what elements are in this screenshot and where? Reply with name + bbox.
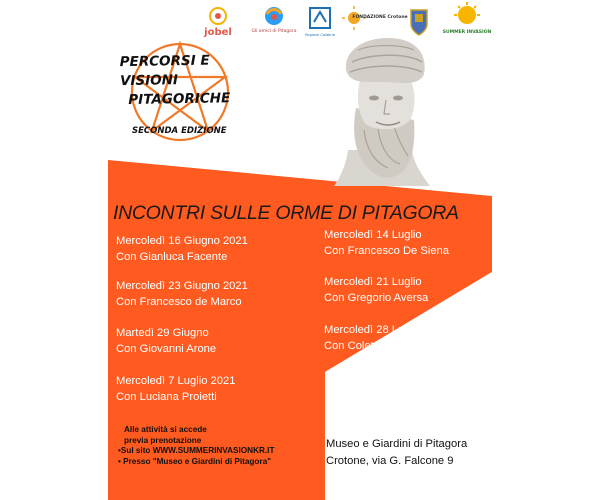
headline: INCONTRI SULLE ORME DI PITAGORA bbox=[113, 202, 459, 224]
fondazione-logo-icon bbox=[340, 4, 408, 40]
fondazione-logo-text: FONDAZIONE Crotone bbox=[352, 15, 408, 20]
fondazione-logo bbox=[340, 4, 408, 40]
event-poster bbox=[108, 0, 492, 500]
event-date: Mercoledì 28 Luglio bbox=[324, 324, 422, 336]
regione-logo-icon bbox=[306, 4, 334, 40]
event-speaker: Con Gregorio Aversa bbox=[324, 292, 429, 304]
booking-line-2: previa prenotazione bbox=[124, 435, 202, 445]
booking-website: •Sul sito WWW.SUMMERINVASIONKR.IT bbox=[118, 446, 275, 455]
event-item bbox=[116, 325, 216, 357]
venue-name: Museo e Giardini di Pitagora bbox=[326, 438, 468, 450]
event-date: Mercoledì 16 Giugno 2021 bbox=[116, 235, 248, 247]
event-item bbox=[116, 233, 248, 265]
pythagoras-bust-image bbox=[334, 38, 430, 186]
booking-info bbox=[118, 425, 274, 467]
amici-pitagora-logo-text: Gli amici di Pitagora bbox=[251, 29, 297, 34]
series-edition: SECONDA EDIZIONE bbox=[132, 126, 227, 136]
event-speaker: Con Colette Fischer bbox=[324, 340, 423, 352]
event-speaker: Con Gianluca Facente bbox=[116, 251, 228, 263]
venue-address bbox=[326, 436, 467, 470]
event-date: Martedì 29 Giugno bbox=[116, 327, 209, 339]
event-date: Mercoledì 23 Giugno 2021 bbox=[116, 280, 248, 292]
crest-icon bbox=[408, 4, 430, 40]
event-date: Mercoledì 7 Luglio 2021 bbox=[116, 375, 236, 387]
summer-invasion-logo-text: SUMMER INVASION bbox=[442, 30, 492, 35]
jobel-logo-icon bbox=[198, 4, 238, 40]
venue-street: Crotone, via G. Falcone 9 bbox=[326, 455, 454, 467]
amici-pitagora-logo bbox=[250, 4, 298, 40]
event-item bbox=[116, 278, 248, 310]
jobel-logo-text: jobel bbox=[204, 27, 232, 38]
series-title-line-3: PITAGORICHE bbox=[128, 90, 231, 108]
event-item bbox=[116, 373, 235, 405]
series-title-line-2: VISIONI bbox=[119, 72, 179, 90]
amici-pitagora-logo-icon bbox=[250, 4, 298, 40]
summer-invasion-logo bbox=[442, 4, 492, 40]
event-speaker: Con Francesco de Marco bbox=[116, 296, 242, 308]
event-item bbox=[324, 322, 423, 354]
event-date: Mercoledì 21 Luglio bbox=[324, 276, 422, 288]
booking-line-1: Alle attività si accede bbox=[124, 425, 207, 434]
event-date: Mercoledì 14 Luglio bbox=[324, 229, 422, 241]
event-speaker: Con Giovanni Arone bbox=[116, 343, 217, 355]
regione-logo bbox=[306, 4, 334, 40]
event-speaker: Con Luciana Proietti bbox=[116, 391, 217, 403]
jobel-logo bbox=[198, 4, 238, 40]
event-speaker: Con Francesco De Siena bbox=[324, 245, 449, 257]
event-item bbox=[324, 274, 428, 306]
series-title bbox=[120, 51, 251, 110]
city-crest-logo bbox=[408, 4, 430, 40]
summer-invasion-logo-icon bbox=[442, 2, 492, 42]
regione-logo-text: Regione Calabria bbox=[305, 33, 335, 37]
booking-venue: • Presso "Museo e Giardini di Pitagora" bbox=[118, 456, 272, 466]
event-item bbox=[324, 227, 449, 259]
series-title-line-1: PERCORSI E bbox=[119, 52, 210, 71]
